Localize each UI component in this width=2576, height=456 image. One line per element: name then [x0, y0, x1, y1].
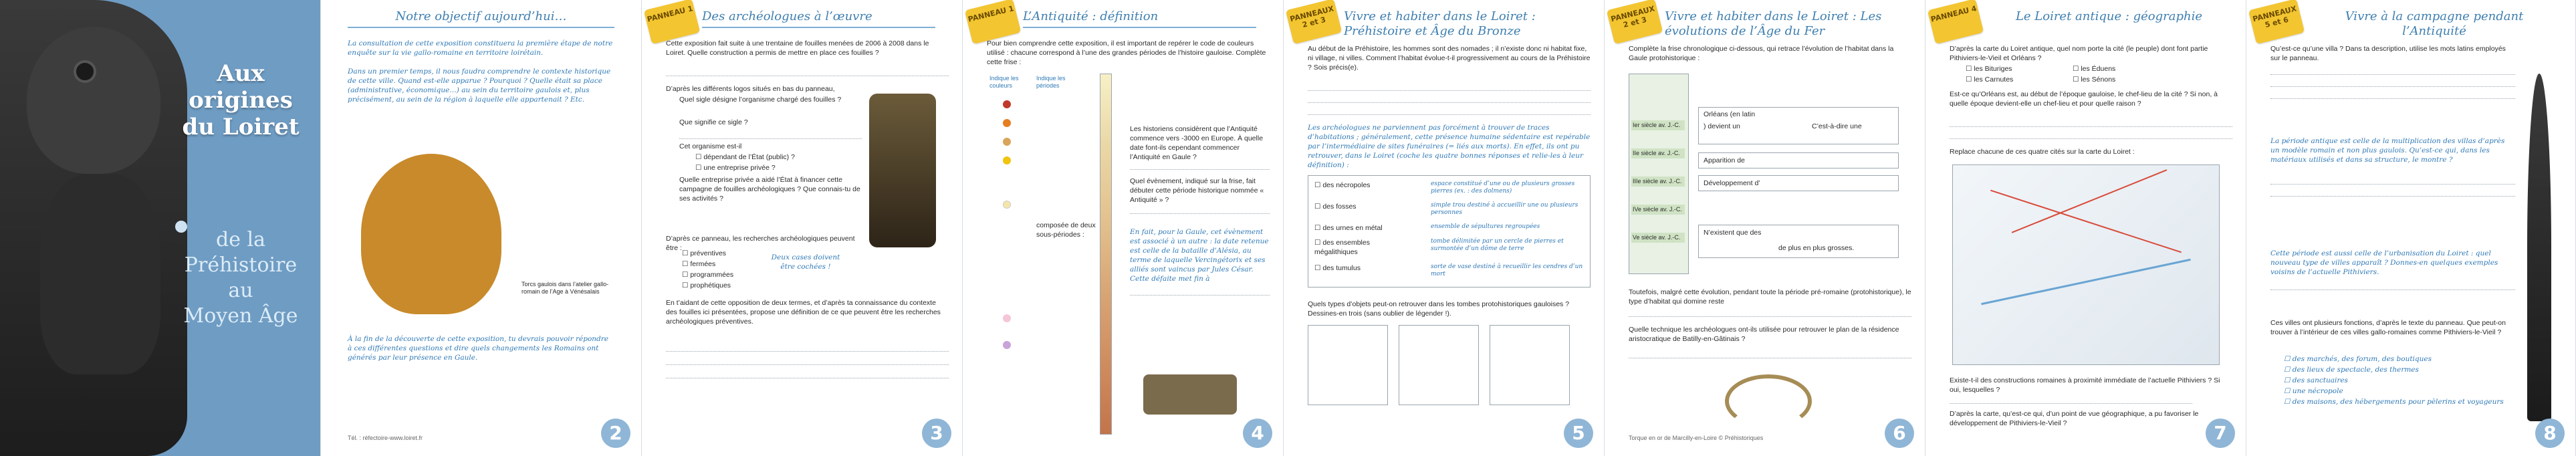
cover-subtitle: [167, 227, 314, 329]
page-number: 8: [2535, 419, 2565, 448]
timeline-scale: [1100, 74, 1112, 435]
question-4: En fait, pour la Gaule, cet évènement est associé à un autre : la date retenue est celle de la bataille d’Alésia, au terme de laquelle Vercingétorix et ses alliés sont vaincus par Jules César. Cette défaite met fin à: [1130, 228, 1269, 283]
hint-text: Deux cases doivent être cochées !: [771, 253, 840, 271]
page-number: 4: [1243, 419, 1272, 448]
answer-line[interactable]: [2270, 175, 2515, 185]
footer-text: Tél. : réfectoire-www.loiret.fr: [348, 435, 423, 441]
match-label: des ensembles mégalithiques: [1314, 239, 1370, 256]
sub-periods-label: composée de deux sous-périodes :: [1036, 221, 1096, 239]
option-label: les Éduens: [2081, 65, 2116, 73]
drawing-box[interactable]: [1399, 325, 1479, 405]
cover-page: [0, 0, 321, 456]
question-1: Pour bien comprendre cette exposition, il est important de repérer le code de couleurs utilisé : chacune correspond à l’une des grandes périodes de l’histoire gauloise. Complète cette frise :: [987, 39, 1266, 66]
answer-line[interactable]: [1308, 106, 1591, 115]
checkbox-label: une nécropole: [2292, 387, 2343, 395]
answer-line[interactable]: [1950, 130, 2232, 139]
question-2b: Que signifie ce sigle ?: [679, 118, 748, 126]
cover-subtitle-line: Préhistoire: [184, 253, 298, 277]
question-1: D’après la carte du Loiret antique, quel nom porte la cité (le peuple) dont font partie Pithiviers-le-Vieil et Orléans ?: [1950, 45, 2208, 62]
answer-line[interactable]: [1950, 394, 2192, 404]
color-dot: [1003, 314, 1011, 322]
match-right-1: espace constitué d’une ou de plusieurs grosses pierres (ex. : des dolmens): [1431, 181, 1575, 195]
match-left-5[interactable]: ☐ des tumulus: [1314, 264, 1361, 272]
century-label: Ve siècle av. J.-C.: [1631, 233, 1685, 243]
answer-line[interactable]: [1308, 94, 1591, 103]
question-2: Les archéologues ne parviennent pas forcément à trouver de traces d’habitations ; généralement, cette présence humaine sédentaire est repérable par l’intermédiaire de sites funéraires (= liés aux morts). En effet, ils ont pu retrouver, dans le Loiret (coche les quatre bonnes réponses et relie-les à leur définition) :: [1308, 124, 1591, 169]
intro-paragraph: La consultation de cette exposition constituera la première étape de notre enquête sur la vie gallo-romaine en territoire loirétain.: [348, 39, 613, 57]
color-dot: [1003, 156, 1011, 164]
cover-title: [167, 60, 314, 140]
question-1: Qu’est-ce qu’une villa ? Dans ta description, utilise les mots latins employés sur le panneau.: [2270, 45, 2506, 62]
option-eduens[interactable]: ☐ les Éduens: [2073, 65, 2116, 73]
answer-line[interactable]: [1130, 160, 1270, 170]
checkbox-marches[interactable]: ☐ des marchés, des forum, des boutiques: [2284, 355, 2432, 363]
page-prehistoire: [1284, 0, 1605, 456]
answer-line[interactable]: [1130, 205, 1270, 214]
question-2: La période antique est celle de la multiplication des villas d’après un modèle romain et non plus gaulois. Qu’est-ce qui, dans les matériaux utilisés et dans sa structure, le montre ?: [2270, 137, 2505, 164]
cover-title-line: origines: [189, 87, 293, 114]
question-2a: Quel sigle désigne l’organisme chargé des fouilles ?: [679, 96, 842, 104]
box-text: N’existent que des: [1704, 229, 1762, 237]
loiret-map: [1952, 164, 2220, 365]
option-carnutes[interactable]: ☐ les Carnutes: [1966, 76, 2014, 84]
century-label: Ier siècle av. J.-C.: [1631, 120, 1685, 130]
box-text: de plus en plus grosses.: [1778, 244, 1855, 252]
option-bituriges[interactable]: ☐ les Bituriges: [1966, 65, 2012, 73]
panel-ribbon: PANNEAUX 2 et 3: [1286, 0, 1342, 44]
context-paragraph: Dans un premier temps, il nous faudra comprendre le contexte historique de cette ville. Quand est-elle apparue ? Pourquoi ? Quelle était sa place (administrative, économique…) au sein du territoire gaulois et, plus précisément, au sein de la région à laquelle elle appartenait ? Etc.: [348, 68, 611, 104]
answer-line[interactable]: [1130, 286, 1270, 296]
conclusion-paragraph: Toutefois, malgré cette évolution, pendant toute la période pré-romaine (protohistorique), le type d’habitat qui domine reste: [1629, 288, 1911, 306]
page-campagne: [2246, 0, 2576, 456]
checkbox-necropole[interactable]: ☐ une nécropole: [2284, 387, 2343, 395]
answer-line[interactable]: [666, 356, 949, 365]
match-right-5: sorte de vase destiné à recueillir les cendres d’un mort: [1431, 263, 1583, 277]
answer-line[interactable]: [2270, 66, 2515, 75]
color-dot: [1003, 341, 1011, 349]
checkbox-sanctuaires[interactable]: ☐ des sanctuaires: [2284, 376, 2348, 384]
match-right-4: tombe délimitée par un cercle de pierres et surmontée d’un dôme de terre: [1431, 238, 1564, 252]
answer-line[interactable]: [2270, 78, 2515, 87]
match-left-2[interactable]: ☐ des fosses: [1314, 203, 1357, 211]
color-dot: [1003, 119, 1011, 127]
page-age-du-fer: [1605, 0, 1925, 456]
drawing-box[interactable]: [1490, 325, 1570, 405]
answer-line[interactable]: [2270, 281, 2515, 290]
checkbox-programmees[interactable]: ☐ programmées: [682, 271, 734, 279]
question-2d: Quelle entreprise privée a aidé l’État à financer cette campagne de fouilles archéologiques ? Que connais-tu de ses activités ?: [679, 176, 860, 203]
color-dot: [1003, 100, 1011, 108]
century-label: IIe siècle av. J.-C.: [1631, 148, 1685, 158]
answer-line[interactable]: [2270, 187, 2515, 197]
checkbox-maisons[interactable]: ☐ des maisons, des hébergements pour pèlerins et voyageurs: [2284, 398, 2504, 406]
page-number: 6: [1885, 419, 1914, 448]
question-3: Quels types d’objets peut-on retrouver dans les tombes protohistoriques gauloises ? Dessines-en trois (sans oublier de légender !).: [1308, 300, 1570, 318]
checkbox-prophetiques[interactable]: ☐ prophétiques: [682, 281, 731, 290]
checkbox-fermees[interactable]: ☐ fermées: [682, 260, 716, 268]
checkbox-label: programmées: [690, 271, 734, 279]
page-number: 7: [2206, 419, 2235, 448]
option-label: les Carnutes: [1974, 76, 2014, 84]
century-label: IVe siècle av. J.-C.: [1631, 205, 1685, 215]
checkbox-label: préventives: [690, 249, 727, 257]
timeline-arrow: [1629, 74, 1689, 274]
page-title: Vivre à la campagne pendant l’Antiquité: [2345, 9, 2524, 38]
answer-line[interactable]: [2270, 90, 2515, 99]
question-1: Cette exposition fait suite à une trentaine de fouilles menées de 2006 à 2008 dans le Loiret. Quelle construction a permis de mettre en place ces fouilles ?: [666, 39, 929, 57]
page-number: 2: [601, 419, 630, 448]
legend-periods: Indique les périodes: [1036, 75, 1066, 89]
answer-line[interactable]: [1950, 118, 2232, 127]
color-dot: [1003, 138, 1011, 146]
cover-subtitle-line: Moyen Âge: [183, 304, 298, 328]
century-label: IIIe siècle av. J.-C.: [1631, 177, 1685, 187]
page-title: Des archéologues à l’œuvre: [702, 9, 872, 23]
spear-head-image: [2527, 74, 2551, 421]
page-archeologues: [642, 0, 963, 456]
option-public-label: dépendant de l’État (public) ?: [703, 153, 795, 161]
checkbox-preventives[interactable]: ☐ préventives: [682, 249, 727, 257]
question-4: Ces villes ont plusieurs fonctions, d’après le texte du panneau. Que peut-on trouver à l’intérieur de ces villes gallo-romaines comme Pithiviers-le-Vieil ?: [2270, 319, 2506, 336]
question-1: Au début de la Préhistoire, les hommes sont des nomades ; il n’existe donc ni habitat fixe, ni village, ni villes. Comment l’habitat évolue-t-il progressivement au cours de la Préhistoire ? Sois précis(e).: [1308, 45, 1591, 72]
question-2c: Cet organisme est-il: [679, 142, 742, 150]
option-label: les Sénons: [2081, 76, 2116, 84]
match-label: des tumulus: [1322, 264, 1361, 272]
question-3: Cette période est aussi celle de l’urbanisation du Loiret : quel nouveau type de villes apparaît ? Donnes-en quelques exemples voisins de l’actuelle Pithiviers.: [2270, 249, 2498, 276]
page-number: 3: [922, 419, 951, 448]
box-text: ) devient un: [1704, 122, 1740, 130]
answer-line[interactable]: [666, 67, 949, 76]
box-text: Orléans (en latin: [1704, 110, 1756, 118]
torque-image: [1725, 374, 1812, 428]
option-private-label: une entreprise privée ?: [703, 164, 776, 172]
page-antiquite: [963, 0, 1284, 456]
box-text: C’est-à-dire une: [1812, 122, 1862, 130]
cover-subtitle-line: au: [228, 279, 253, 302]
option-public[interactable]: ☐ dépendant de l’État (public) ?: [695, 153, 795, 161]
question-2: Les historiens considèrent que l’Antiquité commence vers -3000 en Europe. À quelle date font-ils cependant commencer l’Antiquité en Gaule ?: [1130, 125, 1264, 161]
image-caption: Torque en or de Marcilly-en-Loire © Préhistoriques: [1629, 435, 1764, 441]
panel-ribbon: PANNEAU 1: [965, 0, 1021, 44]
panel-ribbon: PANNEAUX 2 et 3: [1607, 0, 1663, 44]
box-text: Développement d’: [1704, 179, 1760, 187]
title-underline: [348, 27, 614, 28]
question-2: Quelle technique les archéologues ont-ils utilisée pour retrouver le plan de la résidence aristocratique de Batilly-en-Gâtinais ?: [1629, 326, 1899, 343]
match-left-1[interactable]: ☐ des nécropoles: [1314, 181, 1371, 189]
title-underline: [1023, 27, 1256, 28]
question-1: Complète la frise chronologique ci-dessous, qui retrace l’évolution de l’habitat dans la Gaule protohistorique :: [1629, 45, 1894, 62]
ancient-key-image: [1143, 374, 1237, 415]
cover-title-line: du Loiret: [182, 114, 300, 140]
question-3: Quel évènement, indiqué sur la frise, fait débuter cette période historique nommée « Antiquité » ?: [1130, 177, 1264, 204]
question-3: Replace chacune de ces quatre cités sur la carte du Loiret :: [1950, 148, 2135, 156]
checkbox-label: des lieux de spectacle, des thermes: [2292, 366, 2419, 374]
page-title: Vivre et habiter dans le Loiret : Préhistoire et Âge du Bronze: [1344, 9, 1536, 38]
option-label: les Bituriges: [1974, 65, 2012, 73]
match-left-4[interactable]: ☐ des ensembles mégalithiques: [1314, 239, 1370, 256]
image-caption: Torcs gaulois dans l’atelier gallo-romain de l’Age à Vénésalais: [521, 281, 609, 295]
box-text: Apparition de: [1704, 156, 1745, 164]
checkbox-spectacle[interactable]: ☐ des lieux de spectacle, des thermes: [2284, 366, 2419, 374]
cover-subtitle-line: de la: [216, 228, 265, 251]
answer-line[interactable]: [1629, 308, 1911, 317]
panel-ribbon: PANNEAU 1: [644, 0, 700, 44]
checkbox-label: des marchés, des forum, des boutiques: [2292, 355, 2432, 363]
option-private[interactable]: ☐ une entreprise privée ?: [695, 164, 776, 172]
question-2: Est-ce qu’Orléans est, au début de l’époque gauloise, le chef-lieu de la cité ? Si non, à quelle époque devient-elle un chef-lieu et pour quelle raison ?: [1950, 90, 2218, 108]
page-title: L’Antiquité : définition: [1023, 9, 1159, 23]
match-label: des fosses: [1322, 203, 1357, 211]
checkbox-label: des sanctuaires: [2292, 376, 2348, 384]
answer-line[interactable]: [666, 369, 949, 378]
title-underline: [702, 27, 935, 28]
page-title: Le Loiret antique : géographie: [2015, 9, 2203, 23]
question-4: En t’aidant de cette opposition de deux termes, et d’après ta connaissance du contexte des fouilles ici présentées, propose une définition de ce que peuvent être les recherches archéologiques préventives.: [666, 299, 941, 326]
question-2: D’après les différents logos situés en bas du panneau,: [666, 85, 835, 93]
checkbox-label: des maisons, des hébergements pour pèlerins et voyageurs: [2292, 398, 2504, 406]
page-number: 5: [1564, 419, 1593, 448]
cover-title-line: Aux: [217, 60, 265, 87]
question-5: D’après la carte, qu’est-ce qui, d’un point de vue géographique, a pu favoriser le développement de Pithiviers-le-Vieil ?: [1950, 410, 2199, 427]
checkbox-label: prophétiques: [690, 281, 731, 290]
bronze-warrior-statue: [869, 94, 936, 247]
question-4: Existe-t-il des constructions romaines à proximité immédiate de l’actuelle Pithiviers ? Si oui, lesquelles ?: [1950, 376, 2220, 394]
bronze-eagle-figure: [0, 0, 187, 456]
panel-ribbon: PANNEAUX 5 et 6: [2248, 0, 2305, 44]
match-label: des nécropoles: [1322, 181, 1371, 189]
page-title: Vivre et habiter dans le Loiret : Les évolutions de l’Âge du Fer: [1665, 9, 1882, 38]
match-right-2: simple trou destiné à accueillir une ou plusieurs personnes: [1431, 202, 1578, 216]
golden-artifact-image: [361, 154, 501, 314]
color-dot: [1003, 201, 1011, 209]
match-left-3[interactable]: ☐ des urnes en métal: [1314, 224, 1383, 232]
option-senons[interactable]: ☐ les Sénons: [2073, 76, 2116, 84]
checkbox-label: fermées: [690, 260, 716, 268]
page-objectif: [321, 0, 642, 456]
answer-line[interactable]: [1308, 82, 1591, 91]
drawing-box[interactable]: [1308, 325, 1388, 405]
page-title: Notre objectif aujourd’hui…: [395, 9, 567, 23]
page-geographie: [1925, 0, 2246, 456]
closing-paragraph: À la fin de la découverte de cette exposition, tu devrais pouvoir répondre à ces différentes questions et dire quels changements les Romains ont générés par leur présence en Gaule.: [348, 335, 608, 362]
answer-line[interactable]: [679, 130, 862, 139]
question-3: D’après ce panneau, les recherches archéologiques peuvent être :: [666, 235, 855, 252]
answer-line[interactable]: [666, 342, 949, 352]
legend-colors: Indique les couleurs: [989, 75, 1019, 89]
answer-line[interactable]: [1629, 349, 1911, 358]
match-right-3: ensemble de sépultures regroupées: [1431, 223, 1540, 230]
match-label: des urnes en métal: [1322, 224, 1383, 232]
panel-ribbon: PANNEAU 4: [1927, 0, 1984, 44]
